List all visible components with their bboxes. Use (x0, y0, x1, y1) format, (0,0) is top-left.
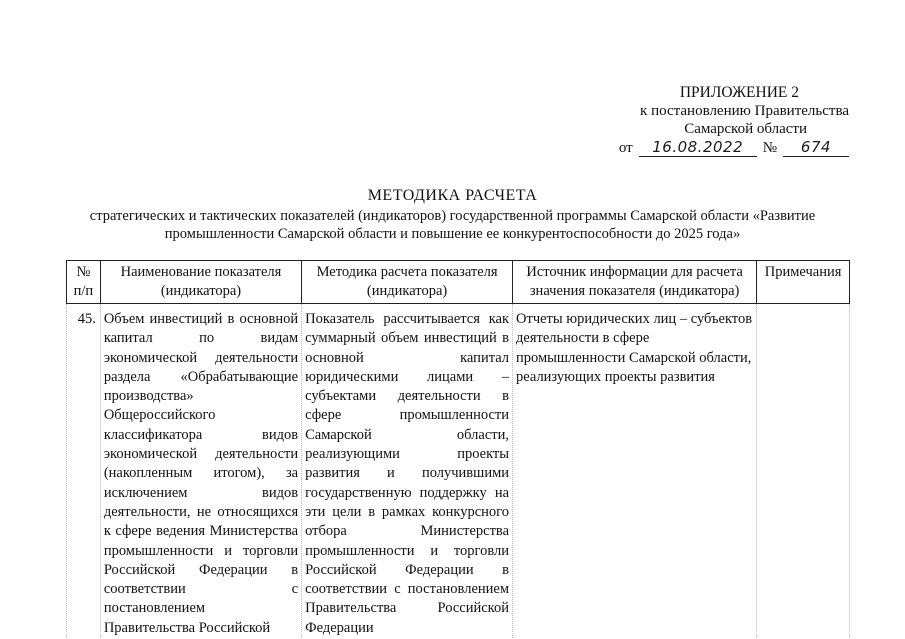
table-header-row (67, 261, 850, 304)
document-title: МЕТОДИКА РАСЧЕТА (367, 187, 538, 204)
number-label: № (762, 140, 777, 156)
row-num: 45. (67, 304, 101, 639)
handwritten-number: 674 (783, 138, 849, 157)
document-subtitle: стратегических и тактических показателей (индикаторов) государственной программы Самарской области «Развитие промышленности Самарской области и повышение ее конкурентоспособности до 2025 года» (89, 208, 816, 242)
header-name: Наименование показателя (индикатора) (100, 261, 301, 304)
appendix-block (609, 84, 849, 157)
header-source: Источник информации для расчета значения показателя (индикатора) (513, 261, 757, 304)
handwritten-date: 16.08.2022 (639, 138, 757, 157)
appendix-line-1: к постановлению Правительства (640, 103, 849, 119)
header-num: № п/п (67, 261, 101, 304)
row-method: Показатель рассчитывается как суммарный объем инвестиций в основной капитал юридическими лицами – субъектами деятельности в сфере промышленности Самарской области, реализующими проекты развития и получившими государственную поддержку на эти цели в рамках конкурсного отбора Министерства промышленности и торговли Российской Федерации в соответствии с постановлением Правительства Российской Федерации (302, 304, 513, 639)
appendix-title: ПРИЛОЖЕНИЕ 2 (679, 84, 799, 101)
header-notes: Примечания (757, 261, 850, 304)
from-label: от (618, 140, 633, 156)
row-source: Отчеты юридических лиц – субъектов деятельности в сфере промышленности Самарской области, реализующих проекты развития (513, 304, 757, 639)
row-name: Объем инвестиций в основной капитал по видам экономической деятельности раздела «Обрабатывающие производства» Общероссийского классификатора видов экономической деятельности (накопленным итогом), за исключением видов деятельности, не относящихся к сфере ведения Министерства промышленности и торговли Российской Федерации в соответствии с постановлением Правительства Российской (100, 304, 301, 639)
indicator-table (66, 260, 850, 638)
header-method: Методика расчета показателя (индикатора) (302, 261, 513, 304)
row-notes (757, 304, 850, 639)
appendix-order-line (609, 138, 849, 157)
appendix-line-2: Самарской области (684, 121, 807, 137)
table-row (67, 304, 850, 639)
